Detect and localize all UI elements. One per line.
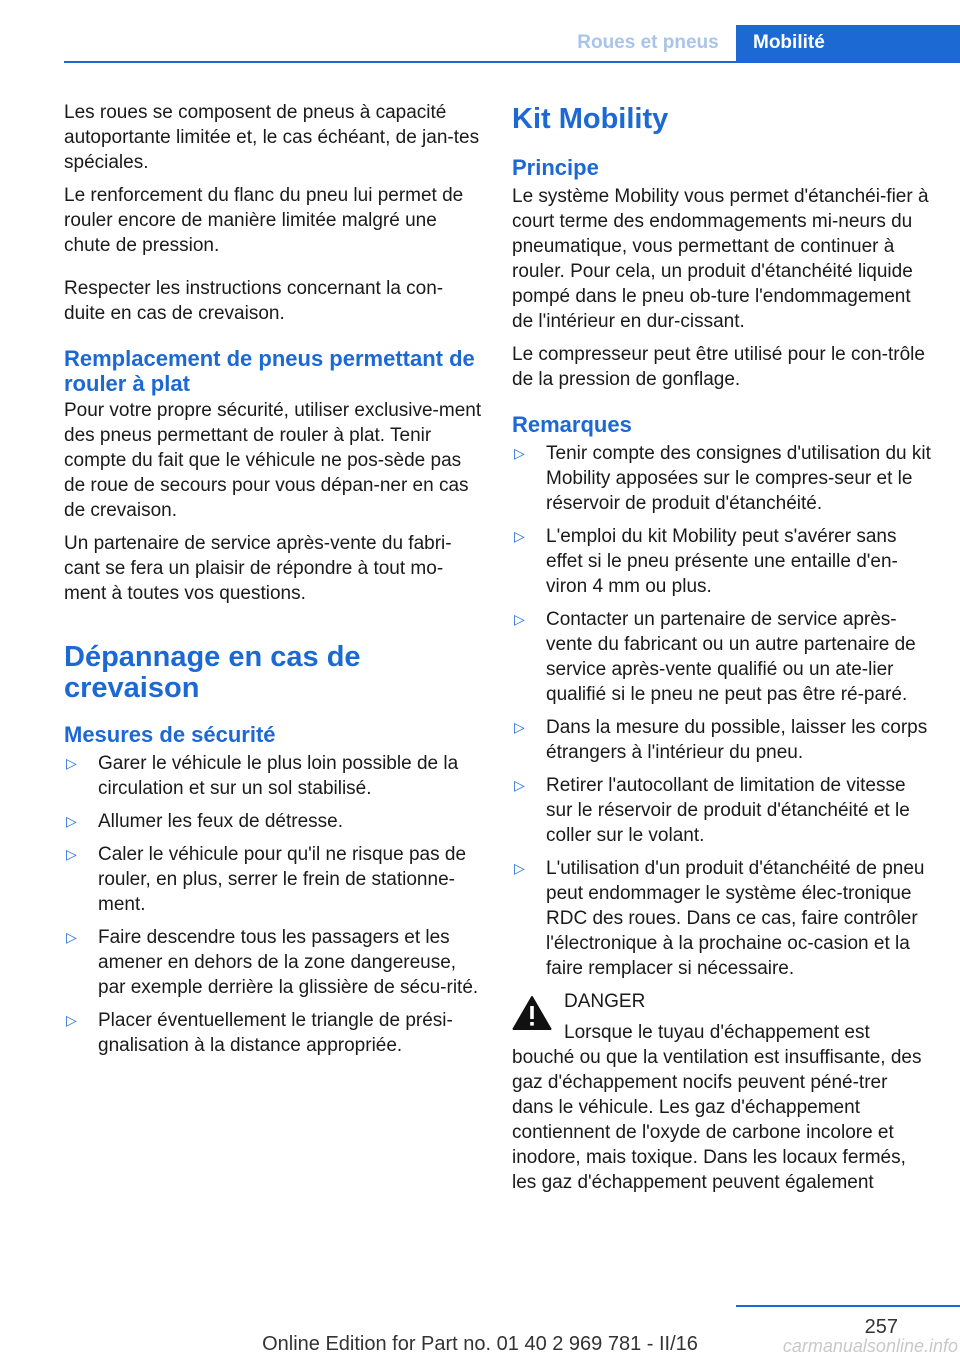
replace-paragraph-2: Un partenaire de service après-vente du fabri-cant se fera un plaisir de répondre à tout mo-ment à toutes vos questions. — [64, 533, 452, 604]
list-item — [512, 524, 932, 599]
footer-rule — [736, 1305, 960, 1307]
list-item-text: Placer éventuellement le triangle de prési-gnalisation à la distance appropriée. — [98, 1010, 453, 1056]
replace-heading: Remplacement de pneus permettant de rouler à plat — [64, 346, 475, 396]
header-rule — [64, 61, 960, 63]
triangle-right-icon: ▷ — [514, 528, 525, 544]
triangle-right-icon: ▷ — [514, 611, 525, 627]
list-item — [64, 751, 482, 801]
triangle-right-icon: ▷ — [66, 1012, 77, 1028]
triangle-right-icon: ▷ — [514, 860, 525, 876]
remarks-heading: Remarques — [512, 412, 632, 437]
list-item-text: Contacter un partenaire de service après-vente du fabricant ou un autre partenaire de service après-vente qualifié ou un ate-lier qualifié si le pneu ne peut pas être ré-paré. — [546, 609, 916, 705]
triangle-right-icon: ▷ — [66, 846, 77, 862]
intro-paragraph-1: Les roues se composent de pneus à capacité autoportante limitée et, le cas échéant, de jan-tes spéciales. — [64, 102, 480, 173]
warning-triangle-icon — [512, 995, 552, 1031]
list-item — [64, 809, 482, 834]
edition-label: Online Edition for Part no. 01 40 2 969 781 - II/16 — [262, 1333, 698, 1355]
list-item — [64, 925, 482, 1000]
list-item — [512, 441, 932, 516]
left-column — [64, 100, 482, 1066]
principle-heading: Principe — [512, 155, 599, 180]
safety-heading: Mesures de sécurité — [64, 722, 276, 747]
header-section-tab: Roues et pneus — [577, 32, 719, 53]
header-chapter-tab: Mobilité — [736, 25, 960, 61]
intro-paragraph-2: Le renforcement du flanc du pneu lui permet de rouler encore de manière limitée malgré une chute de pression. — [64, 185, 464, 256]
triangle-right-icon: ▷ — [66, 929, 77, 945]
replace-paragraph-1: Pour votre propre sécurité, utiliser exclusive-ment des pneus permettant de rouler à plat. Tenir compte du fait que le véhicule ne pos-sède pas de roue de secours pour vous dépan-ner en cas de crevaison. — [64, 400, 482, 521]
intro-paragraph-3: Respecter les instructions concernant la con-duite en cas de crevaison. — [64, 278, 444, 324]
safety-list — [64, 751, 482, 1058]
watermark: carmanualsonline.info — [782, 1336, 958, 1356]
danger-title: DANGER — [564, 991, 646, 1012]
list-item — [512, 773, 932, 848]
list-item-text: Faire descendre tous les passagers et les amener en dehors de la zone dangereuse, par exemple derrière la glissière de sécu-rité. — [98, 927, 479, 998]
list-item — [64, 842, 482, 917]
page-number: 257 — [864, 1316, 898, 1338]
list-item-text: Retirer l'autocollant de limitation de vitesse sur le réservoir de produit d'étanchéité et le coller sur le volant. — [546, 775, 910, 846]
danger-box — [512, 989, 932, 1195]
list-item — [512, 607, 932, 707]
list-item-text: L'emploi du kit Mobility peut s'avérer sans effet si le pneu présente une entaille d'en-viron 4 mm ou plus. — [546, 526, 898, 597]
chapter-heading: Dépannage en cas de crevaison — [64, 641, 361, 704]
danger-text: Lorsque le tuyau d'échappement est bouché ou que la ventilation est insuffisante, des gaz d'échappement nocifs peuvent péné-trer dans le véhicule. Les gaz d'échappement contiennent de l'oxyde de carbone incolore et inodore, mais toxique. Dans les locaux fermés, les gaz d'échappement peuvent également — [512, 1022, 922, 1193]
list-item-text: Garer le véhicule le plus loin possible de la circulation et sur un sol stabilisé. — [98, 753, 459, 799]
principle-paragraph-2: Le compresseur peut être utilisé pour le con-trôle de la pression de gonflage. — [512, 344, 925, 390]
triangle-right-icon: ▷ — [66, 813, 77, 829]
list-item — [512, 715, 932, 765]
triangle-right-icon: ▷ — [514, 445, 525, 461]
triangle-right-icon: ▷ — [514, 719, 525, 735]
remarks-list — [512, 441, 932, 981]
triangle-right-icon: ▷ — [66, 755, 77, 771]
principle-paragraph-1: Le système Mobility vous permet d'étanchéi-fier à court terme des endommagements mi-neurs du pneumatique, vous permettant de continuer à rouler. Pour cela, un produit d'étanchéité liquide pompé dans le pneu ob-ture l'endommagement de l'intérieur en dur-cissant. — [512, 186, 929, 332]
list-item-text: Dans la mesure du possible, laisser les corps étrangers à l'intérieur du pneu. — [546, 717, 928, 763]
list-item-text: Tenir compte des consignes d'utilisation du kit Mobility apposées sur le compres-seur et le réservoir de produit d'étanchéité. — [546, 443, 931, 514]
list-item — [512, 856, 932, 981]
kit-heading: Kit Mobility — [512, 103, 669, 135]
list-item-text: Caler le véhicule pour qu'il ne risque pas de rouler, en plus, serrer le frein de stationne-ment. — [98, 844, 467, 915]
right-column — [512, 100, 932, 1195]
triangle-right-icon: ▷ — [514, 777, 525, 793]
list-item-text: Allumer les feux de détresse. — [98, 811, 344, 832]
list-item — [64, 1008, 482, 1058]
list-item-text: L'utilisation d'un produit d'étanchéité de pneu peut endommager le système élec-tronique RDC des roues. Dans ce cas, faire contrôler l'électronique à la prochaine oc-casion et la faire remplacer si nécessaire. — [546, 858, 925, 979]
